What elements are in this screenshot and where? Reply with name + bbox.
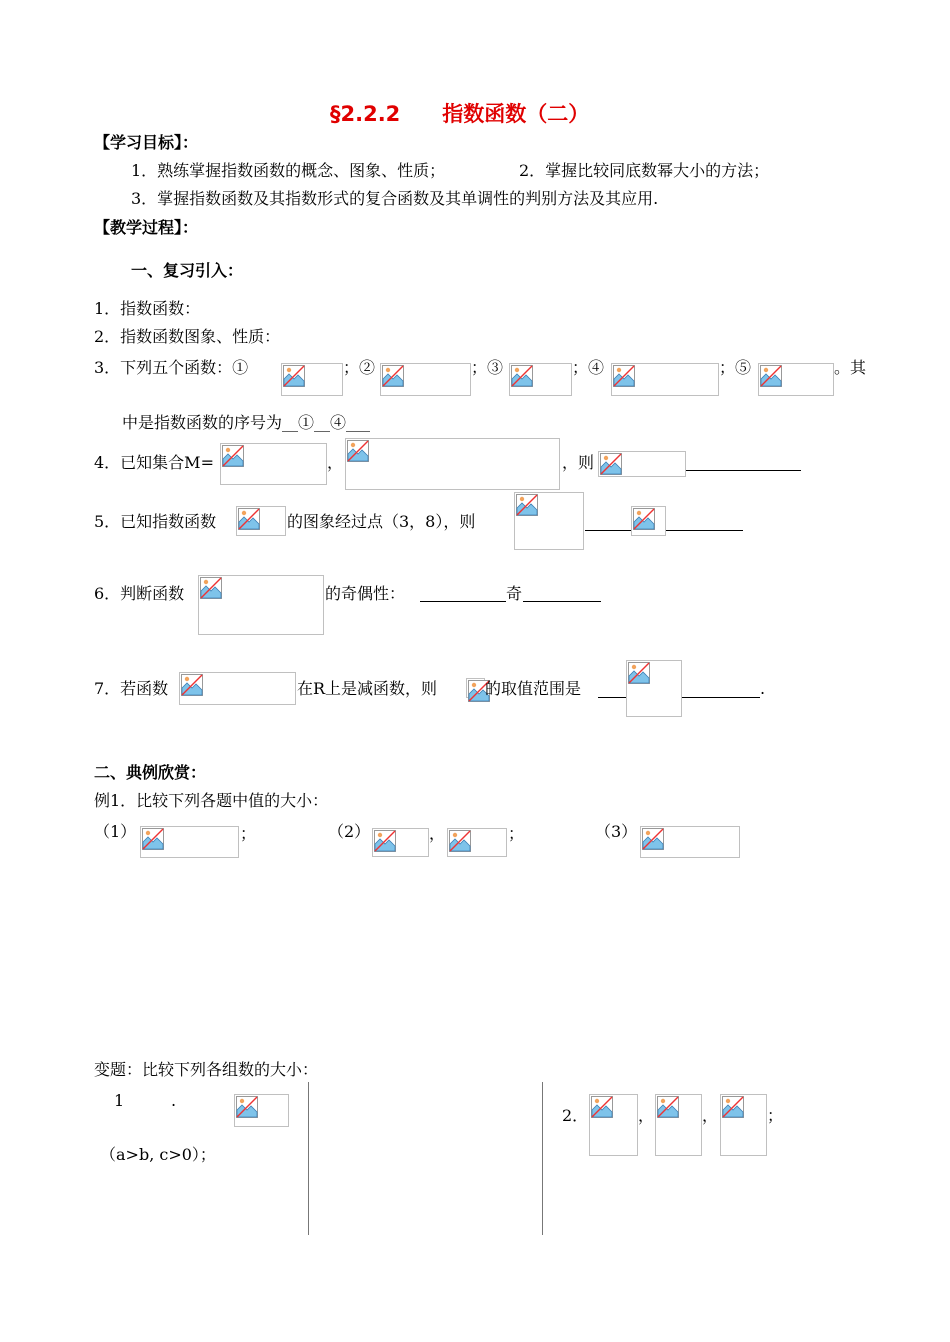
formula-image <box>626 660 682 717</box>
variant-heading: 变题：比较下列各组数的大小： <box>94 1060 319 1079</box>
column-divider <box>542 1082 543 1235</box>
broken-image-icon <box>613 365 635 387</box>
question-7-mid: 在R上是减函数，则 <box>297 679 438 698</box>
question-3-sep: ；⑤ <box>719 358 752 377</box>
variant-item-2-number: 2． <box>562 1106 589 1125</box>
formula-image <box>589 1094 638 1156</box>
formula-image <box>598 451 686 477</box>
broken-image-icon <box>600 453 622 475</box>
question-5-mid: 的图象经过点（3，8），则 <box>287 512 476 531</box>
formula-image <box>372 828 429 857</box>
variant-item-2-comma: ， <box>702 1106 719 1125</box>
broken-image-icon <box>374 830 396 852</box>
column-divider <box>308 1082 309 1235</box>
formula-image <box>220 443 327 485</box>
goal-line-1a: 1．熟练掌握指数函数的概念、图象、性质； <box>131 161 446 180</box>
question-2: 2．指数函数图象、性质： <box>94 327 281 346</box>
formula-image <box>758 363 834 396</box>
broken-image-icon <box>760 365 782 387</box>
question-7-lead: 7．若函数 <box>94 679 169 698</box>
formula-image <box>345 438 560 490</box>
broken-image-icon <box>628 662 650 684</box>
broken-image-icon <box>591 1096 613 1118</box>
question-7-end: . <box>760 679 766 698</box>
formula-image <box>281 363 343 396</box>
broken-image-icon <box>181 674 203 696</box>
question-4-comma: ， <box>327 453 344 472</box>
answer-blank <box>598 697 626 698</box>
formula-image <box>611 363 719 396</box>
formula-image <box>466 678 485 698</box>
formula-image <box>509 363 572 396</box>
section1-heading: 一、复习引入： <box>131 261 244 280</box>
page-title: §2.2.2 指数函数（二） <box>330 102 590 126</box>
broken-image-icon <box>449 830 471 852</box>
section2-heading: 二、典例欣赏： <box>94 763 207 782</box>
variant-item-1-dot: . <box>171 1091 177 1110</box>
broken-image-icon <box>516 494 538 516</box>
formula-image <box>514 492 584 550</box>
formula-image <box>447 828 507 857</box>
question-6-mid: 的奇偶性： <box>325 584 406 603</box>
broken-image-icon <box>142 828 164 850</box>
goals-heading: 【学习目标】： <box>94 133 199 152</box>
question-3-end: 。其 <box>834 358 867 377</box>
broken-image-icon <box>200 577 222 599</box>
question-6-lead: 6．判断函数 <box>94 584 185 603</box>
formula-image <box>655 1094 702 1156</box>
question-3-sep: ；③ <box>471 358 504 377</box>
broken-image-icon <box>283 365 305 387</box>
answer-blank <box>682 697 760 698</box>
question-6-answer: 奇 <box>506 584 523 603</box>
broken-image-icon <box>633 508 655 530</box>
broken-image-icon <box>236 1096 258 1118</box>
answer-blank <box>686 470 801 471</box>
goal-line-2: 3．掌握指数函数及其指数形式的复合函数及其单调性的判别方法及其应用. <box>131 189 659 208</box>
goal-line-1b: 2．掌握比较同底数幂大小的方法； <box>519 161 770 180</box>
formula-image <box>234 1094 289 1127</box>
formula-image <box>720 1094 767 1156</box>
broken-image-icon <box>238 508 260 530</box>
variant-item-1-condition: （a>b, c>0）； <box>100 1145 216 1164</box>
example-1-part-3: （3） <box>595 822 638 841</box>
broken-image-icon <box>657 1096 679 1118</box>
question-5-lead: 5．已知指数函数 <box>94 512 217 531</box>
formula-image <box>640 826 740 858</box>
variant-item-2-semi: ； <box>767 1106 784 1125</box>
example-1-part-2: （2） <box>328 822 371 841</box>
broken-image-icon <box>511 365 533 387</box>
question-7-range: 的取值范围是 <box>485 679 582 698</box>
answer-blank <box>585 530 631 531</box>
formula-image <box>236 506 286 536</box>
question-3-sep: ；② <box>343 358 376 377</box>
example-1-comma: ， <box>429 824 446 843</box>
broken-image-icon <box>222 445 244 467</box>
answer-blank <box>666 530 743 531</box>
broken-image-icon <box>722 1096 744 1118</box>
variant-item-1-number: 1 <box>114 1091 125 1110</box>
variant-item-2-comma: ， <box>638 1106 655 1125</box>
question-3-answer: 中是指数函数的序号为__①__④___ <box>122 413 371 432</box>
broken-image-icon <box>382 365 404 387</box>
formula-image <box>380 363 471 396</box>
question-4-lead: 4．已知集合M= <box>94 453 214 472</box>
question-4-then: ，则 <box>562 453 595 472</box>
formula-image <box>198 575 324 635</box>
formula-image <box>179 672 296 705</box>
formula-image <box>140 826 239 858</box>
question-3-lead: 3．下列五个函数：① <box>94 358 249 377</box>
question-3-sep: ；④ <box>572 358 605 377</box>
example-1: 例1．比较下列各题中值的大小： <box>94 791 329 810</box>
process-heading: 【教学过程】： <box>94 218 199 237</box>
broken-image-icon <box>642 828 664 850</box>
broken-image-icon <box>347 440 369 462</box>
answer-blank <box>420 601 506 602</box>
formula-image <box>631 506 666 536</box>
question-1: 1．指数函数： <box>94 299 201 318</box>
example-1-semi: ； <box>240 824 257 843</box>
example-1-part-1: （1） <box>94 822 137 841</box>
answer-blank <box>523 601 601 602</box>
example-1-semi: ； <box>508 824 525 843</box>
